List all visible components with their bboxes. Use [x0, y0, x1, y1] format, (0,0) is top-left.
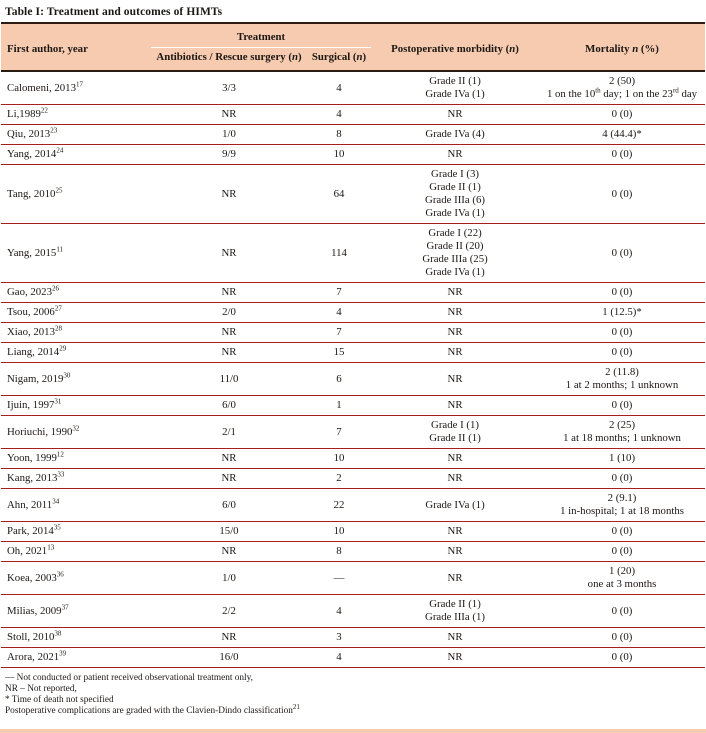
table-row — [1, 125, 705, 145]
morbidity-cell — [371, 145, 539, 165]
antibiotics-rescue-cell: 1/0 — [151, 125, 307, 145]
reference-number: 11 — [56, 244, 64, 253]
author-name: Ahn, 2011 — [7, 498, 53, 511]
antibiotics-rescue-cell: 11/0 — [151, 363, 307, 396]
morbidity-cell — [371, 165, 539, 224]
mortality-line: 0 (0) — [611, 187, 633, 200]
reference-number: 12 — [56, 450, 64, 459]
author-name: Tsou, 2006 — [7, 306, 55, 318]
author-cell — [1, 283, 151, 303]
table-title: Table I: Treatment and outcomes of HIMTs — [5, 6, 223, 18]
reference-number: 29 — [59, 344, 67, 353]
table-row — [1, 628, 705, 648]
col-header-mortality: Mortality n (%) — [585, 42, 659, 55]
antibiotics-rescue-cell: 3/3 — [151, 71, 307, 105]
surgical-cell: 4 — [307, 648, 371, 668]
mortality-line: 2 (11.8) — [605, 366, 639, 378]
mortality-line: 0 (0) — [611, 148, 633, 160]
antibiotics-rescue-cell: 16/0 — [151, 648, 307, 668]
morbidity-line: NR — [447, 108, 463, 120]
morbidity-line: NR — [447, 306, 463, 318]
morbidity-cell — [371, 416, 539, 449]
mortality-line: 0 (0) — [611, 472, 633, 484]
morbidity-line: NR — [447, 326, 463, 338]
mortality-line: 1 in-hospital; 1 at 18 months — [560, 505, 684, 517]
antibiotics-rescue-cell: 1/0 — [151, 562, 307, 595]
antibiotics-rescue-cell: NR — [151, 224, 307, 283]
mortality-line: 1 (20) — [608, 565, 636, 577]
antibiotics-rescue-cell: NR — [151, 105, 307, 125]
morbidity-line: Grade I (22) — [428, 227, 482, 239]
morbidity-line: NR — [447, 525, 463, 537]
table-row — [1, 595, 705, 628]
author-name: Park, 2014 — [7, 525, 54, 537]
antibiotics-rescue-cell: NR — [151, 323, 307, 343]
col-header-surgical: Surgical (n) — [311, 51, 367, 63]
author-cell — [1, 522, 151, 542]
mortality-cell — [539, 469, 705, 489]
mortality-cell — [539, 323, 705, 343]
mortality-line: 0 (0) — [611, 525, 633, 537]
antibiotics-rescue-cell: NR — [151, 628, 307, 648]
mortality-cell — [539, 105, 705, 125]
reference-number: 26 — [51, 284, 59, 293]
morbidity-line: Grade II (20) — [426, 240, 484, 252]
antibiotics-rescue-cell: NR — [151, 283, 307, 303]
table-row — [1, 105, 705, 125]
antibiotics-rescue-cell: 2/1 — [151, 416, 307, 449]
mortality-line: 0 (0) — [611, 604, 633, 617]
footnote-clavien-dindo: Postoperative complications are graded with the Clavien-Dindo classification$^{21}$ — [5, 702, 300, 716]
author-name: Stoll, 2010 — [7, 631, 55, 643]
surgical-cell: 8 — [307, 125, 371, 145]
author-name: Tang, 2010 — [7, 187, 56, 200]
author-name: Horiuchi, 1990 — [7, 425, 73, 438]
author-cell — [1, 562, 151, 595]
antibiotics-rescue-cell: 2/2 — [151, 595, 307, 628]
table-row — [1, 71, 705, 105]
antibiotics-rescue-cell: 15/0 — [151, 522, 307, 542]
morbidity-line: NR — [447, 399, 463, 411]
author-name: Li,1989 — [7, 108, 41, 120]
morbidity-line: Grade IVa (1) — [425, 207, 485, 219]
morbidity-cell — [371, 628, 539, 648]
reference-number: 33 — [57, 470, 65, 479]
reference-number: 28 — [54, 324, 62, 333]
author-cell — [1, 303, 151, 323]
reference-number: 25 — [55, 185, 63, 194]
morbidity-line: Grade IVa (1) — [425, 266, 485, 278]
table-row — [1, 469, 705, 489]
surgical-cell: 10 — [307, 145, 371, 165]
reference-number: 37 — [61, 602, 69, 611]
mortality-cell — [539, 343, 705, 363]
mortality-line: 1 at 18 months; 1 unknown — [563, 432, 681, 444]
mortality-cell — [539, 522, 705, 542]
mortality-cell — [539, 542, 705, 562]
morbidity-cell — [371, 562, 539, 595]
morbidity-line: Grade IIIa (1) — [425, 611, 485, 623]
surgical-cell: 8 — [307, 542, 371, 562]
morbidity-line: Grade I (1) — [431, 419, 479, 431]
mortality-cell — [539, 283, 705, 303]
footnotes — [1, 668, 705, 719]
author-cell — [1, 595, 151, 628]
mortality-cell — [539, 125, 705, 145]
reference-number: 39 — [59, 649, 67, 658]
surgical-cell: 15 — [307, 343, 371, 363]
author-cell — [1, 125, 151, 145]
author-cell — [1, 145, 151, 165]
table-row — [1, 648, 705, 668]
mortality-line: 0 (0) — [611, 286, 633, 298]
col-header-first-author: First author, year — [7, 42, 88, 55]
surgical-cell: 4 — [307, 105, 371, 125]
surgical-cell: — — [307, 562, 371, 595]
surgical-cell: 4 — [307, 303, 371, 323]
morbidity-cell — [371, 469, 539, 489]
mortality-cell — [539, 489, 705, 522]
reference-number: 34 — [52, 496, 60, 505]
author-name: Gao, 2023 — [7, 286, 52, 298]
morbidity-line: NR — [447, 372, 463, 385]
reference-number: 13 — [47, 543, 55, 552]
morbidity-cell — [371, 323, 539, 343]
morbidity-cell — [371, 303, 539, 323]
author-name: Xiao, 2013 — [7, 326, 55, 338]
morbidity-line: Grade II (1) — [429, 598, 481, 610]
table-row — [1, 224, 705, 283]
antibiotics-rescue-cell: 2/0 — [151, 303, 307, 323]
author-cell — [1, 648, 151, 668]
mortality-line: 1 at 2 months; 1 unknown — [565, 379, 679, 391]
antibiotics-rescue-cell: NR — [151, 469, 307, 489]
reference-number: 24 — [56, 146, 64, 155]
author-name: Arora, 2021 — [7, 651, 60, 663]
mortality-line: 2 (25) — [608, 419, 636, 431]
table-row — [1, 283, 705, 303]
morbidity-cell — [371, 283, 539, 303]
morbidity-cell — [371, 343, 539, 363]
morbidity-line: NR — [447, 286, 463, 298]
morbidity-line: Grade IIIa (25) — [422, 253, 488, 265]
author-cell — [1, 396, 151, 416]
morbidity-line: Grade II (1) — [429, 181, 481, 193]
author-cell — [1, 416, 151, 449]
reference-number: 17 — [75, 79, 83, 88]
surgical-cell: 3 — [307, 628, 371, 648]
mortality-line: 0 (0) — [611, 346, 633, 358]
mortality-cell — [539, 449, 705, 469]
author-name: Nigam, 2019 — [7, 372, 64, 385]
author-cell — [1, 105, 151, 125]
mortality-cell — [539, 303, 705, 323]
author-cell — [1, 469, 151, 489]
table-row — [1, 363, 705, 396]
table-row — [1, 303, 705, 323]
reference-number: 32 — [72, 423, 80, 432]
antibiotics-rescue-cell: 6/0 — [151, 489, 307, 522]
antibiotics-rescue-cell: 9/9 — [151, 145, 307, 165]
mortality-cell — [539, 648, 705, 668]
morbidity-line: NR — [447, 472, 463, 484]
antibiotics-rescue-cell: 6/0 — [151, 396, 307, 416]
header-row-main — [1, 23, 705, 48]
antibiotics-rescue-cell: NR — [151, 542, 307, 562]
mortality-cell — [539, 363, 705, 396]
author-cell — [1, 323, 151, 343]
footnote-nr: NR – Not reported, — [5, 684, 77, 694]
col-header-antibiotics-rescue: Antibiotics / Rescue surgery (n) — [156, 51, 302, 63]
table-row — [1, 145, 705, 165]
morbidity-cell — [371, 522, 539, 542]
surgical-cell: 7 — [307, 283, 371, 303]
mortality-line: 0 (0) — [611, 246, 633, 259]
mortality-line: 2 (50) — [608, 75, 636, 87]
mortality-line: 0 (0) — [611, 545, 633, 557]
morbidity-line: Grade IVa (4) — [425, 128, 485, 140]
author-name: Yang, 2014 — [7, 148, 57, 160]
mortality-cell — [539, 224, 705, 283]
author-cell — [1, 343, 151, 363]
mortality-line: 1 on the 10th day; 1 on the 23rd day — [546, 86, 698, 100]
antibiotics-rescue-cell: NR — [151, 449, 307, 469]
surgical-cell: 10 — [307, 522, 371, 542]
surgical-cell: 22 — [307, 489, 371, 522]
bottom-rule — [0, 729, 706, 733]
morbidity-cell — [371, 648, 539, 668]
author-name: Yoon, 1999 — [7, 452, 57, 464]
author-name: Ijuin, 1997 — [7, 399, 55, 411]
mortality-line: one at 3 months — [587, 578, 657, 590]
author-name: Oh, 2021 — [7, 545, 48, 557]
col-header-morbidity: Postoperative morbidity (n) — [391, 42, 519, 55]
author-cell — [1, 628, 151, 648]
author-cell — [1, 449, 151, 469]
mortality-line: 2 (9.1) — [607, 492, 637, 504]
author-name: Kang, 2013 — [7, 472, 58, 484]
morbidity-cell — [371, 224, 539, 283]
reference-number: 27 — [54, 304, 62, 313]
morbidity-line: NR — [447, 148, 463, 160]
mortality-cell — [539, 416, 705, 449]
mortality-line: 1 (10) — [608, 452, 636, 464]
morbidity-cell — [371, 595, 539, 628]
author-cell — [1, 542, 151, 562]
author-name: Yang, 2015 — [7, 246, 57, 259]
reference-number: 36 — [56, 569, 64, 578]
surgical-cell: 6 — [307, 363, 371, 396]
author-cell — [1, 71, 151, 105]
mortality-cell — [539, 396, 705, 416]
antibiotics-rescue-cell: NR — [151, 165, 307, 224]
morbidity-line: NR — [447, 571, 463, 584]
surgical-cell: 10 — [307, 449, 371, 469]
mortality-cell — [539, 595, 705, 628]
morbidity-cell — [371, 125, 539, 145]
morbidity-cell — [371, 71, 539, 105]
morbidity-cell — [371, 363, 539, 396]
mortality-line: 0 (0) — [611, 108, 633, 120]
table-row — [1, 165, 705, 224]
himt-outcomes-table — [1, 22, 705, 668]
mortality-line: 0 (0) — [611, 651, 633, 663]
mortality-line: 4 (44.4)* — [602, 128, 642, 140]
surgical-cell: 114 — [307, 224, 371, 283]
table-row — [1, 522, 705, 542]
morbidity-cell — [371, 396, 539, 416]
mortality-line: 1 (12.5)* — [602, 306, 642, 318]
table-row — [1, 542, 705, 562]
mortality-line: 0 (0) — [611, 631, 633, 643]
author-cell — [1, 489, 151, 522]
morbidity-line: Grade IIIa (6) — [425, 194, 485, 206]
author-cell — [1, 363, 151, 396]
morbidity-line: NR — [447, 545, 463, 557]
reference-number: 23 — [50, 126, 58, 135]
table-row — [1, 343, 705, 363]
author-name: Calomeni, 2013 — [7, 81, 76, 94]
surgical-cell: 64 — [307, 165, 371, 224]
author-name: Koea, 2003 — [7, 571, 57, 584]
morbidity-line: NR — [447, 452, 463, 464]
surgical-cell: 7 — [307, 416, 371, 449]
morbidity-cell — [371, 449, 539, 469]
reference-number: 35 — [53, 523, 61, 532]
author-name: Milias, 2009 — [7, 604, 62, 617]
morbidity-line: Grade IVa (1) — [425, 498, 485, 511]
mortality-cell — [539, 165, 705, 224]
morbidity-cell — [371, 542, 539, 562]
author-cell — [1, 165, 151, 224]
footnote-asterisk: * Time of death not specified — [5, 695, 114, 705]
morbidity-line: NR — [447, 346, 463, 358]
author-name: Liang, 2014 — [7, 346, 60, 358]
footnote-dash: — Not conducted or patient received observational treatment only, — [5, 673, 254, 683]
reference-number: 30 — [63, 370, 71, 379]
table-header — [1, 23, 705, 71]
antibiotics-rescue-cell: NR — [151, 343, 307, 363]
table-row — [1, 396, 705, 416]
morbidity-line: Grade II (1) — [429, 432, 481, 444]
col-header-treatment: Treatment — [151, 23, 371, 48]
surgical-cell: 7 — [307, 323, 371, 343]
mortality-cell — [539, 628, 705, 648]
morbidity-line: Grade I (3) — [431, 168, 479, 180]
morbidity-cell — [371, 105, 539, 125]
mortality-line: 0 (0) — [611, 399, 633, 411]
morbidity-line: NR — [447, 651, 463, 663]
reference-number: 22 — [40, 106, 48, 115]
mortality-cell — [539, 145, 705, 165]
morbidity-line: Grade IVa (1) — [425, 88, 485, 100]
table-body — [1, 71, 705, 668]
table-row — [1, 489, 705, 522]
mortality-line: 0 (0) — [611, 326, 633, 338]
reference-number: 31 — [54, 397, 62, 406]
table-row — [1, 416, 705, 449]
surgical-cell: 4 — [307, 595, 371, 628]
morbidity-cell — [371, 489, 539, 522]
table-row — [1, 323, 705, 343]
surgical-cell: 2 — [307, 469, 371, 489]
surgical-cell: 1 — [307, 396, 371, 416]
mortality-cell — [539, 562, 705, 595]
morbidity-line: NR — [447, 631, 463, 643]
table-row — [1, 562, 705, 595]
reference-number: 38 — [54, 629, 62, 638]
table-row — [1, 449, 705, 469]
surgical-cell: 4 — [307, 71, 371, 105]
morbidity-line: Grade II (1) — [429, 75, 481, 87]
author-cell — [1, 224, 151, 283]
mortality-cell — [539, 71, 705, 105]
author-name: Qiu, 2013 — [7, 128, 51, 140]
